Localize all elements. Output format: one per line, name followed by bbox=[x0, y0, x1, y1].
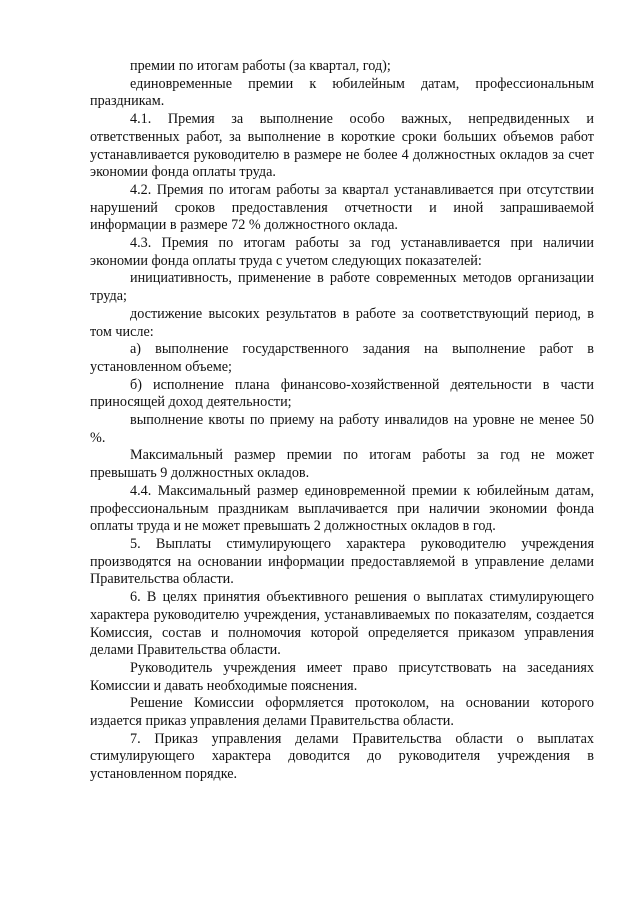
paragraph-item-a: а) выполнение государственного задания на выполнение работ в установленном объеме; bbox=[90, 341, 594, 375]
paragraph-disability-quota: выполнение квоты по приему на работу инвалидов на уровне не менее 50 %. bbox=[90, 412, 594, 446]
paragraph-4-2: 4.2. Премия по итогам работы за квартал устанавливается при отсутствии нарушений сроков предоставления отчетности и иной запрашиваемой информации в размере 72 % должностного оклада. bbox=[90, 181, 594, 234]
paragraph-4-1: 4.1. Премия за выполнение особо важных, непредвиденных и ответственных работ, за выполнение в короткие сроки больших объемов работ устанавливается руководителю в размере не более 4 должностных окладов за счет экономии фонда оплаты труда. bbox=[90, 111, 594, 181]
paragraph-max-annual-bonus: Максимальный размер премии по итогам работы за год не может превышать 9 должностных окладов. bbox=[90, 447, 594, 482]
paragraph-bonus-quarter-year: премии по итогам работы (за квартал, год); bbox=[130, 58, 391, 74]
paragraph-head-attendance: Руководитель учреждения имеет право присутствовать на заседаниях Комиссии и давать необходимые пояснения. bbox=[90, 659, 594, 694]
paragraph-high-results: достижение высоких результатов в работе за соответствующий период, в том числе: bbox=[90, 305, 594, 340]
paragraph-7: 7. Приказ управления делами Правительства области о выплатах стимулирующего характера доводится до руководителя учреждения в установленном порядке. bbox=[90, 730, 594, 783]
paragraph-4-3: 4.3. Премия по итогам работы за год устанавливается при наличии экономии фонда оплаты труда с учетом следующих показателей: bbox=[90, 235, 594, 269]
document-page bbox=[90, 58, 594, 784]
paragraph-item-b: б) исполнение плана финансово-хозяйственной деятельности в части приносящей доход деятельности; bbox=[90, 376, 594, 411]
paragraph-one-time-bonus: единовременные премии к юбилейным датам, профессиональным праздникам. bbox=[90, 75, 594, 110]
paragraph-4-4: 4.4. Максимальный размер единовременной премии к юбилейным датам, профессиональным праздникам выплачивается при наличии экономии фонда оплаты труда и не может превышать 2 должностных окладов в год. bbox=[90, 482, 594, 535]
paragraph-commission-decision: Решение Комиссии оформляется протоколом, на основании которого издается приказ управления делами Правительства области. bbox=[90, 695, 594, 730]
paragraph-6: 6. В целях принятия объективного решения о выплатах стимулирующего характера руководителю учреждения, устанавливаемых по показателям, создается Комиссия, состав и полномочия которой определяется приказом управления делами Правительства области. bbox=[90, 589, 594, 659]
paragraph-5: 5. Выплаты стимулирующего характера руководителю учреждения производятся на основании информации предоставляемой в управление делами Правительства области. bbox=[90, 535, 594, 588]
paragraph-initiative: инициативность, применение в работе современных методов организации труда; bbox=[90, 270, 594, 305]
